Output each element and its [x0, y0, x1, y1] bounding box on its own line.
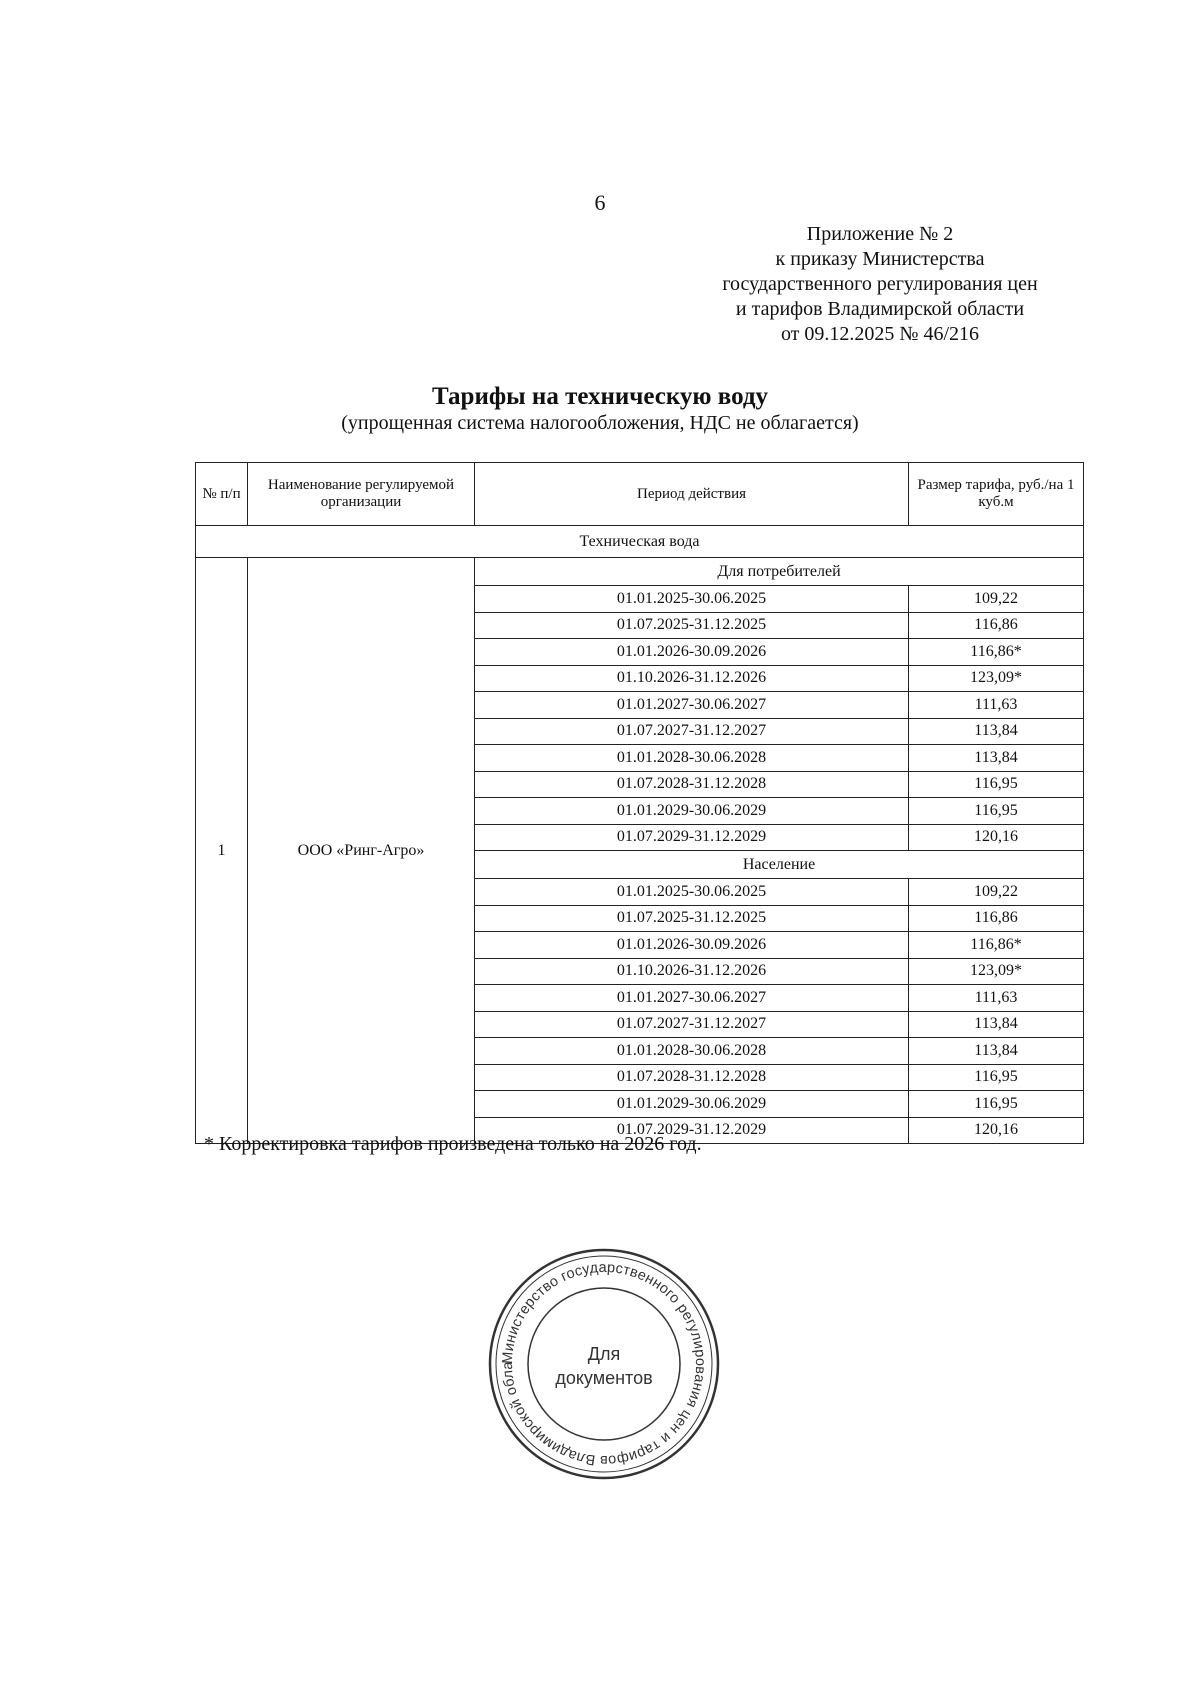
- appendix-line: Приложение № 2: [806, 223, 954, 245]
- period-cell: 01.01.2026-30.09.2026: [475, 932, 909, 959]
- stamp-center-line: документов: [555, 1368, 653, 1388]
- appendix-line: государственного регулирования цен: [722, 273, 1038, 295]
- period-cell: 01.10.2026-31.12.2026: [475, 665, 909, 692]
- rate-cell: 116,95: [909, 798, 1084, 825]
- appendix-line: к приказу Министерства: [775, 248, 985, 270]
- appendix-block: [720, 222, 1040, 347]
- stamp-ring-text: Министерство государственного регулирования цен и тарифов Владимирской обла: [499, 1259, 709, 1469]
- header-organization: Наименование регулируемой организации: [248, 463, 475, 526]
- period-cell: 01.07.2027-31.12.2027: [475, 1011, 909, 1038]
- official-stamp: [484, 1244, 724, 1484]
- rate-cell: 116,95: [909, 771, 1084, 798]
- group-label: Население: [475, 851, 1084, 879]
- rate-cell: 123,09*: [909, 665, 1084, 692]
- group-header-row: [196, 558, 1084, 586]
- rate-cell: 109,22: [909, 879, 1084, 906]
- period-cell: 01.07.2025-31.12.2025: [475, 905, 909, 932]
- tariff-table: [195, 462, 1084, 1144]
- organization-name: ООО «Ринг-Агро»: [248, 558, 475, 1144]
- rate-cell: 116,86*: [909, 932, 1084, 959]
- group-label: Для потребителей: [475, 558, 1084, 586]
- stamp-center-line: Для: [587, 1344, 621, 1364]
- period-cell: 01.07.2029-31.12.2029: [475, 1117, 909, 1144]
- rate-cell: 120,16: [909, 824, 1084, 851]
- rate-cell: 116,95: [909, 1064, 1084, 1091]
- period-cell: 01.01.2027-30.06.2027: [475, 985, 909, 1012]
- period-cell: 01.01.2028-30.06.2028: [475, 1038, 909, 1065]
- document-title: Тарифы на техническую воду: [431, 383, 769, 410]
- period-cell: 01.01.2028-30.06.2028: [475, 745, 909, 772]
- rate-cell: 113,84: [909, 718, 1084, 745]
- section-label: Техническая вода: [196, 526, 1084, 558]
- rate-cell: 113,84: [909, 1038, 1084, 1065]
- document-subtitle: (упрощенная система налогообложения, НДС не облагается): [341, 412, 859, 434]
- period-cell: 01.01.2025-30.06.2025: [475, 879, 909, 906]
- rate-cell: 111,63: [909, 985, 1084, 1012]
- rate-cell: 123,09*: [909, 958, 1084, 985]
- page-number: 6: [594, 190, 606, 215]
- period-cell: 01.01.2029-30.06.2029: [475, 798, 909, 825]
- period-cell: 01.01.2029-30.06.2029: [475, 1091, 909, 1118]
- period-cell: 01.07.2028-31.12.2028: [475, 771, 909, 798]
- rate-cell: 116,95: [909, 1091, 1084, 1118]
- rate-cell: 111,63: [909, 692, 1084, 719]
- period-cell: 01.07.2029-31.12.2029: [475, 824, 909, 851]
- header-num: № п/п: [196, 463, 248, 526]
- header-rate: Размер тарифа, руб./на 1 куб.м: [909, 463, 1084, 526]
- period-cell: 01.01.2027-30.06.2027: [475, 692, 909, 719]
- period-cell: 01.01.2026-30.09.2026: [475, 639, 909, 666]
- period-cell: 01.07.2025-31.12.2025: [475, 612, 909, 639]
- rate-cell: 116,86*: [909, 639, 1084, 666]
- period-cell: 01.07.2027-31.12.2027: [475, 718, 909, 745]
- period-cell: 01.10.2026-31.12.2026: [475, 958, 909, 985]
- header-period: Период действия: [475, 463, 909, 526]
- rate-cell: 109,22: [909, 586, 1084, 613]
- footnote: * Корректировка тарифов произведена только на 2026 год.: [204, 1133, 702, 1155]
- appendix-line: от 09.12.2025 № 46/216: [780, 323, 980, 345]
- appendix-line: и тарифов Владимирской области: [735, 298, 1025, 320]
- rate-cell: 116,86: [909, 612, 1084, 639]
- section-row: [196, 526, 1084, 558]
- header-row: [196, 463, 1084, 526]
- row-number: 1: [196, 558, 248, 1144]
- rate-cell: 120,16: [909, 1117, 1084, 1144]
- period-cell: 01.07.2028-31.12.2028: [475, 1064, 909, 1091]
- tariff-table-body: [196, 463, 1084, 1144]
- rate-cell: 116,86: [909, 905, 1084, 932]
- rate-cell: 113,84: [909, 745, 1084, 772]
- rate-cell: 113,84: [909, 1011, 1084, 1038]
- period-cell: 01.01.2025-30.06.2025: [475, 586, 909, 613]
